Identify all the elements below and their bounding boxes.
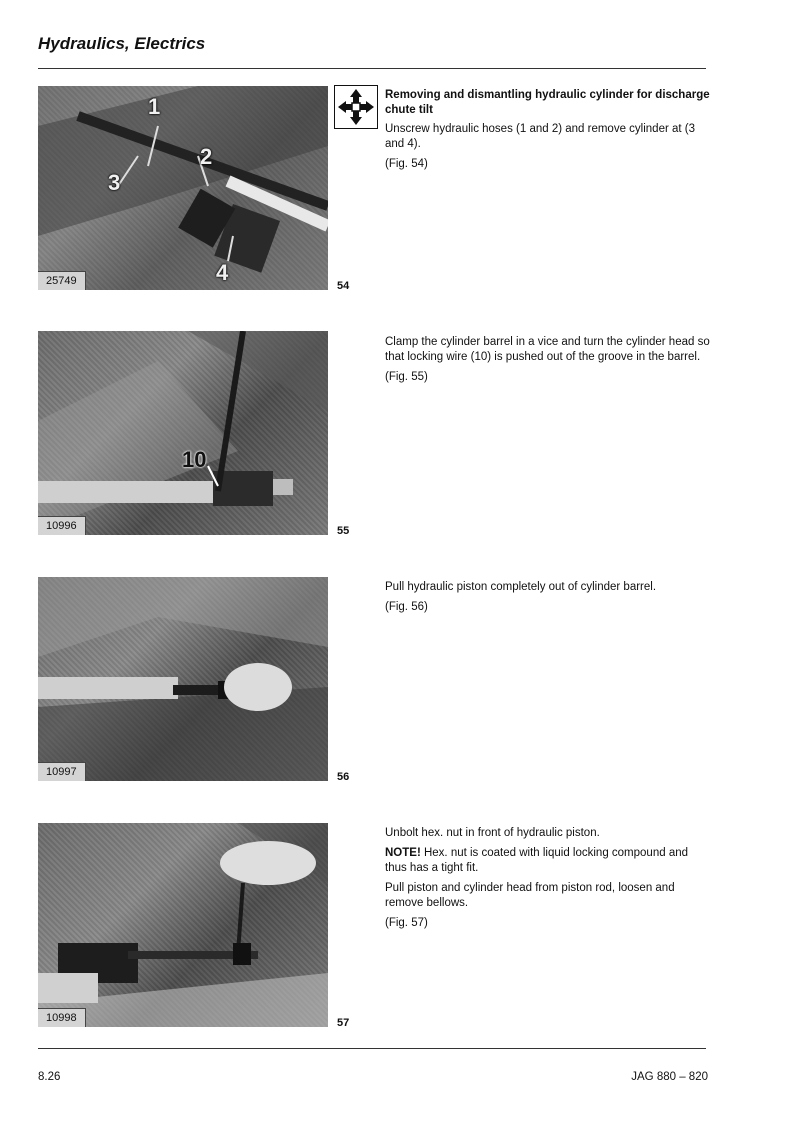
- callout-2: 2: [200, 144, 213, 169]
- photo-illustration: [38, 331, 328, 535]
- photo-id-label: 10996: [38, 516, 86, 535]
- figure-reference: (Fig. 55): [385, 371, 428, 383]
- section-text-54: [385, 88, 710, 177]
- callout-1: 1: [148, 94, 161, 119]
- figure-reference: (Fig. 57): [385, 917, 428, 929]
- section-heading: Removing and dismantling hydraulic cylinder for discharge chute tilt: [385, 89, 710, 116]
- note-label: NOTE!: [385, 847, 421, 859]
- footer-divider: [38, 1048, 706, 1049]
- header-divider: [38, 68, 706, 69]
- figure-number: 54: [337, 280, 350, 292]
- figure-number: 57: [337, 1017, 350, 1029]
- photo-id-label: 10998: [38, 1008, 86, 1027]
- photo-illustration: [38, 823, 328, 1027]
- page-title: Hydraulics, Electrics: [38, 34, 206, 53]
- figure-number: 56: [337, 771, 350, 783]
- instruction-text: Clamp the cylinder barrel in a vice and turn the cylinder head so that locking wire (10) is pushed out of the groove in the barrel.: [385, 336, 710, 363]
- photo-id-label: 25749: [38, 271, 86, 290]
- callout-3: 3: [108, 170, 121, 195]
- note-text: Hex. nut is coated with liquid locking compound and thus has a tight fit.: [385, 847, 689, 874]
- document-code: JAG 880 – 820: [631, 1071, 708, 1083]
- instruction-text: Pull hydraulic piston completely out of cylinder barrel.: [385, 581, 657, 593]
- section-text-55: [385, 335, 710, 390]
- photo-illustration: [38, 86, 328, 290]
- four-way-arrows-icon: [334, 85, 378, 129]
- page-number: 8.26: [38, 1071, 61, 1083]
- photo-id-label: 10997: [38, 762, 86, 781]
- photo-illustration: [38, 577, 328, 781]
- figure-number: 55: [337, 525, 350, 537]
- figure-reference: (Fig. 54): [385, 158, 428, 170]
- figure-photo-57: [38, 823, 328, 1027]
- note-paragraph: [385, 846, 710, 876]
- callout-4: 4: [216, 260, 229, 285]
- instruction-text: Unscrew hydraulic hoses (1 and 2) and remove cylinder at (3 and 4).: [385, 123, 696, 150]
- figure-photo-55: [38, 331, 328, 535]
- figure-photo-54: [38, 86, 328, 290]
- figure-reference: (Fig. 56): [385, 601, 428, 613]
- figure-photo-56: [38, 577, 328, 781]
- instruction-text: Pull piston and cylinder head from piston rod, loosen and remove bellows.: [385, 882, 675, 909]
- section-text-57: [385, 826, 710, 936]
- section-text-56: [385, 580, 710, 620]
- callout-10: 10: [182, 447, 207, 472]
- instruction-text: Unbolt hex. nut in front of hydraulic piston.: [385, 827, 600, 839]
